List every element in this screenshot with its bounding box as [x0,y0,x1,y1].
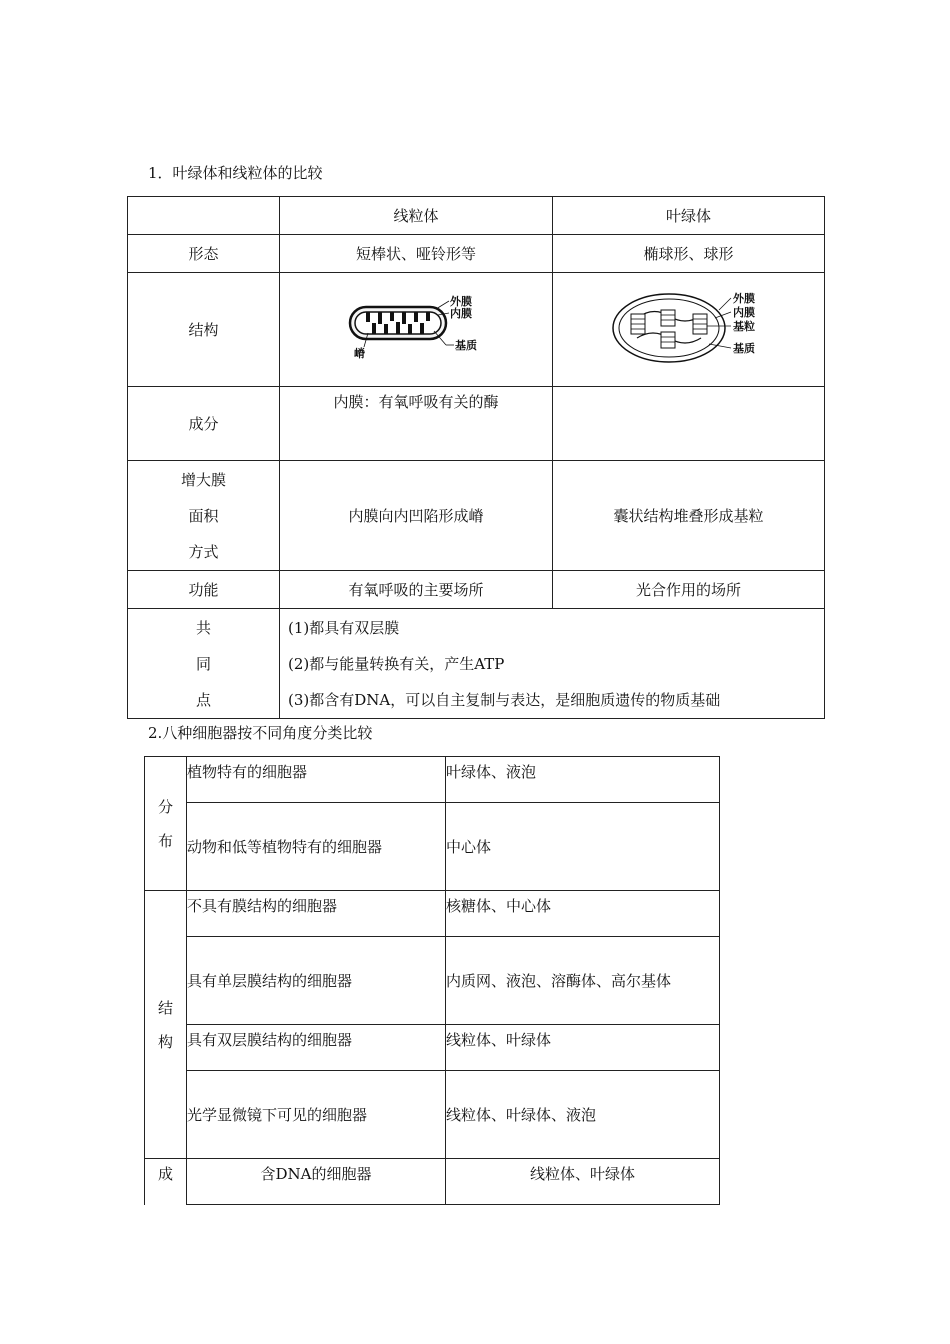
category-char: 构 [157,1032,173,1051]
table-row [128,461,825,571]
organelle-classification-table [144,756,720,1205]
chloro-function: 光合作用的场所 [553,571,825,609]
label-line: 面积 [188,506,219,525]
label-line: 增大膜 [180,470,226,489]
mitochondrion-diagram [346,293,486,363]
common-point: (3)都含有DNA，可以自主复制与表达，是细胞质遗传的物质基础 [288,690,721,709]
chloro-inner-membrane-label: 内膜 [732,305,755,319]
row-value: 线粒体、叶绿体、液泡 [446,1071,720,1159]
mito-function: 有氧呼吸的主要场所 [280,571,553,609]
common-point: (2)都与能量转换有关，产生ATP [288,654,505,673]
table-header-row [128,197,825,235]
label-line: 方式 [188,542,219,561]
table-row [145,1025,720,1071]
row-label-common [128,609,280,719]
table-row [128,387,825,461]
chloro-grana-label: 基粒 [732,319,755,333]
table-row [145,1071,720,1159]
chloro-outer-membrane-label: 外膜 [732,291,755,305]
chloro-component [553,387,825,461]
row-value: 内质网、液泡、溶酶体、高尔基体 [446,937,720,1025]
category-component: 成 [145,1159,187,1205]
header-empty-cell [128,197,280,235]
row-value: 核糖体、中心体 [446,891,720,937]
row-label-form: 形态 [128,235,280,273]
row-desc: 不具有膜结构的细胞器 [187,891,446,937]
row-label-function: 功能 [128,571,280,609]
table-row [128,273,825,387]
mito-outer-membrane-label: 外膜 [450,294,472,308]
heading-2: 2.八种细胞器按不同角度分类比较 [148,724,373,742]
table-row [128,571,825,609]
label-line: 点 [195,690,211,709]
row-desc: 含DNA的细胞器 [187,1159,446,1205]
label-line: 共 [195,618,211,637]
row-label-component: 成分 [128,387,280,461]
mito-diagram-cell [280,273,553,387]
chloro-form: 椭球形、球形 [553,235,825,273]
row-label-membrane [128,461,280,571]
table-row [145,1159,720,1205]
category-char: 分 [157,797,173,816]
row-value: 叶绿体、液泡 [446,757,720,803]
mito-matrix-label: 基质 [455,338,477,352]
table-row [128,609,825,719]
mito-form: 短棒状、哑铃形等 [280,235,553,273]
header-mitochondria: 线粒体 [280,197,553,235]
common-points [280,609,825,719]
category-char: 结 [157,998,173,1017]
heading-1: 1．叶绿体和线粒体的比较 [148,164,323,182]
row-value: 中心体 [446,803,720,891]
header-chloroplast: 叶绿体 [553,197,825,235]
table-row [145,891,720,937]
table-row [128,235,825,273]
chloro-diagram-cell [553,273,825,387]
row-value: 线粒体、叶绿体 [446,1159,720,1205]
row-desc: 光学显微镜下可见的细胞器 [187,1071,446,1159]
table-row [145,937,720,1025]
table-row [145,757,720,803]
organelle-comparison-table [127,196,825,719]
category-distribution [145,757,187,891]
mito-crista-label: 嵴 [354,346,365,360]
row-label-structure: 结构 [128,273,280,387]
row-desc: 动物和低等植物特有的细胞器 [187,803,446,891]
category-char: 布 [157,831,173,850]
label-line: 同 [195,654,211,673]
common-point: (1)都具有双层膜 [288,618,400,637]
category-structure [145,891,187,1159]
chloro-membrane: 囊状结构堆叠形成基粒 [553,461,825,571]
row-desc: 具有单层膜结构的细胞器 [187,937,446,1025]
row-value: 线粒体、叶绿体 [446,1025,720,1071]
table-row [145,803,720,891]
chloroplast-diagram [609,288,769,368]
row-desc: 植物特有的细胞器 [187,757,446,803]
mito-inner-membrane-label: 内膜 [450,306,472,320]
row-desc: 具有双层膜结构的细胞器 [187,1025,446,1071]
chloro-stroma-label: 基质 [732,341,755,355]
mito-membrane: 内膜向内凹陷形成嵴 [280,461,553,571]
mito-component: 内膜：有氧呼吸有关的酶 [280,387,553,461]
